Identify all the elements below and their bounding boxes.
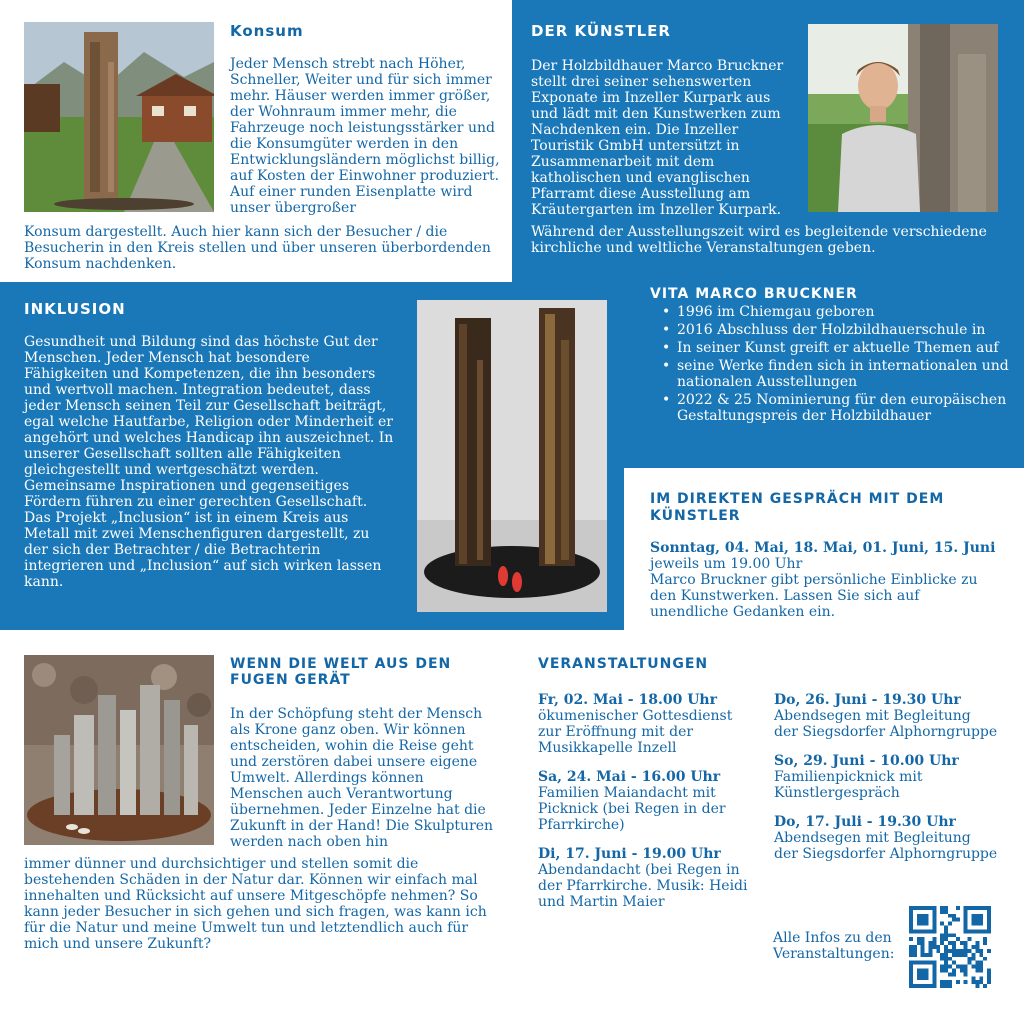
event-item xyxy=(774,692,999,740)
event-item xyxy=(774,814,999,862)
inklusion-text: Gesundheit und Bildung sind das höchste Gut der Menschen. Jeder Mensch hat besondere Fähigkeiten und Kompetenzen, die ihn besonders und wertvoll machen. Integration bedeutet, dass jeder Mensch seinen Teil zur Gesellschaft beiträgt, egal welche Hautfarbe, Religion oder Minderheit er angehört und welches Handicap ihn auszeichnet. In unserer Gesellschaft sollten alle Fähigkeiten gleichgestellt und wertgeschätzt werden. Gemeinsame Inspirationen und gegenseitiges Fördern führen zu einer gerechten Gesellschaft. Das Projekt „Inclusion“ ist in einem Kreis aus Metall mit zwei Menschenfiguren dargestellt, zu der sich der Betrachter / die Betrachterin integrieren und „Inclusion“ auf sich wirken lassen kann. xyxy=(24,334,394,590)
gespraech-dates: Sonntag, 04. Mai, 18. Mai, 01. Juni, 15. Juni xyxy=(650,540,996,556)
event-desc: ökumenischer Gottesdienst zur Eröffnung mit der Musikkapelle Inzell xyxy=(538,708,733,756)
event-date: Fr, 02. Mai - 18.00 Uhr xyxy=(538,692,717,708)
event-date: Sa, 24. Mai - 16.00 Uhr xyxy=(538,769,721,785)
inklusion-photo xyxy=(417,300,607,612)
welt-photo xyxy=(24,655,214,845)
artist-photo xyxy=(808,24,998,212)
event-desc: Familienpicknick mit Künstlergespräch xyxy=(774,769,923,801)
vita-item: • 1996 im Chiemgau geboren xyxy=(653,304,1018,320)
kuenstler-text-wrap: Der Holzbildhauer Marco Bruckner stellt drei seiner sehenswerten Exponate im Inzeller Kurpark aus und lädt mit den Kunstwerken zum Nachdenken ein. Die Inzeller Touristik GmbH untersützt in Zusammenarbeit mit dem katholischen und evanglischen Pfarramt diese Ausstellung am Kräutergarten im Inzeller Kurpark. xyxy=(531,58,784,218)
vita-item: • 2016 Abschluss der Holzbildhauerschule in xyxy=(653,322,1018,338)
event-item xyxy=(774,753,999,801)
welt-text-full: immer dünner und durchsichtiger und stellen somit die bestehenden Schäden in der Natur dar. Können wir einfach mal innehalten und Rücksicht auf unsere Mitgeschöpfe nehmen? So kann jeder Besucher in sich gehen und sich fragen, was kann ich für die Natur und meine Umwelt tun und letztendlich auch für mich und unsere Zukunft? xyxy=(24,856,487,952)
gespraech-text: Marco Bruckner gibt persönliche Einblicke zu den Kunstwerken. Lassen Sie sich auf unendliche Gedanken ein. xyxy=(650,572,978,620)
events-right-column xyxy=(774,692,999,875)
welt-text-wrap: In der Schöpfung steht der Mensch als Krone ganz oben. Wir können entscheiden, wohin die Reise geht und zerstören dabei unsere eigene Umwelt. Allerdings können Menschen auch Verantwortung übernehmen. Jeder Einzelne hat die Zukunft in der Hand! Die Skulpturen werden nach oben hin xyxy=(230,706,494,850)
kuenstler-text-full: Während der Ausstellungszeit wird es begleitende verschiedene kirchliche und weltliche Veranstaltungen geben. xyxy=(531,224,987,256)
vita-list xyxy=(653,304,1018,426)
vita-item: • 2022 & 25 Nominierung für den europäischen Gestaltungspreis der Holzbildhauer xyxy=(653,392,1018,424)
event-item xyxy=(538,692,753,756)
konsum-photo xyxy=(24,22,214,212)
event-date: Do, 26. Juni - 19.30 Uhr xyxy=(774,692,961,708)
vita-item: • seine Werke finden sich in internationalen und nationalen Ausstellungen xyxy=(653,358,1018,390)
welt-title: WENN DIE WELT AUS DEN FUGEN GERÄT xyxy=(230,656,452,688)
qr-label: Alle Infos zu den Veranstaltungen: xyxy=(773,930,895,962)
inklusion-title: INKLUSION xyxy=(24,300,126,318)
qr-code-icon[interactable] xyxy=(909,906,991,988)
event-desc: Familien Maiandacht mit Picknick (bei Regen in der Pfarrkirche) xyxy=(538,785,726,833)
event-desc: Abendsegen mit Begleitung der Siegsdorfer Alphorngruppe xyxy=(774,708,998,740)
gespraech-title: IM DIREKTEN GESPRÄCH MIT DEM KÜNSTLER xyxy=(650,491,945,524)
event-date: Di, 17. Juni - 19.00 Uhr xyxy=(538,846,721,862)
event-date: Do, 17. Juli - 19.30 Uhr xyxy=(774,814,956,830)
kuenstler-title: DER KÜNSTLER xyxy=(531,22,671,40)
event-desc: Abendandacht (bei Regen in der Pfarrkirche. Musik: Heidi und Martin Maier xyxy=(538,862,748,910)
vita-title: VITA MARCO BRUCKNER xyxy=(650,286,858,302)
gespraech-time: jeweils um 19.00 Uhr xyxy=(650,556,803,572)
konsum-text-wrap: Jeder Mensch strebt nach Höher, Schneller, Weiter und für sich immer mehr. Häuser werden immer größer, der Wohnraum immer mehr, die Fahrzeuge noch leistungsstärker und die Konsumgüter werden in den Entwicklungsländern möglichst billig, auf Kosten der Einwohner produziert. Auf einer runden Eisenplatte wird unser übergroßer xyxy=(230,56,500,216)
veranstaltungen-title: VERANSTALTUNGEN xyxy=(538,656,709,672)
vita-item: • In seiner Kunst greift er aktuelle Themen auf xyxy=(653,340,1018,356)
konsum-title: Konsum xyxy=(230,22,304,40)
event-item xyxy=(538,846,753,910)
konsum-text-full: Konsum dargestellt. Auch hier kann sich der Besucher / die Besucherin in den Kreis stellen und über unseren überbordenden Konsum nachdenken. xyxy=(24,224,491,272)
event-date: So, 29. Juni - 10.00 Uhr xyxy=(774,753,959,769)
event-item xyxy=(538,769,753,833)
event-desc: Abendsegen mit Begleitung der Siegsdorfer Alphorngruppe xyxy=(774,830,998,862)
events-left-column xyxy=(538,692,753,923)
